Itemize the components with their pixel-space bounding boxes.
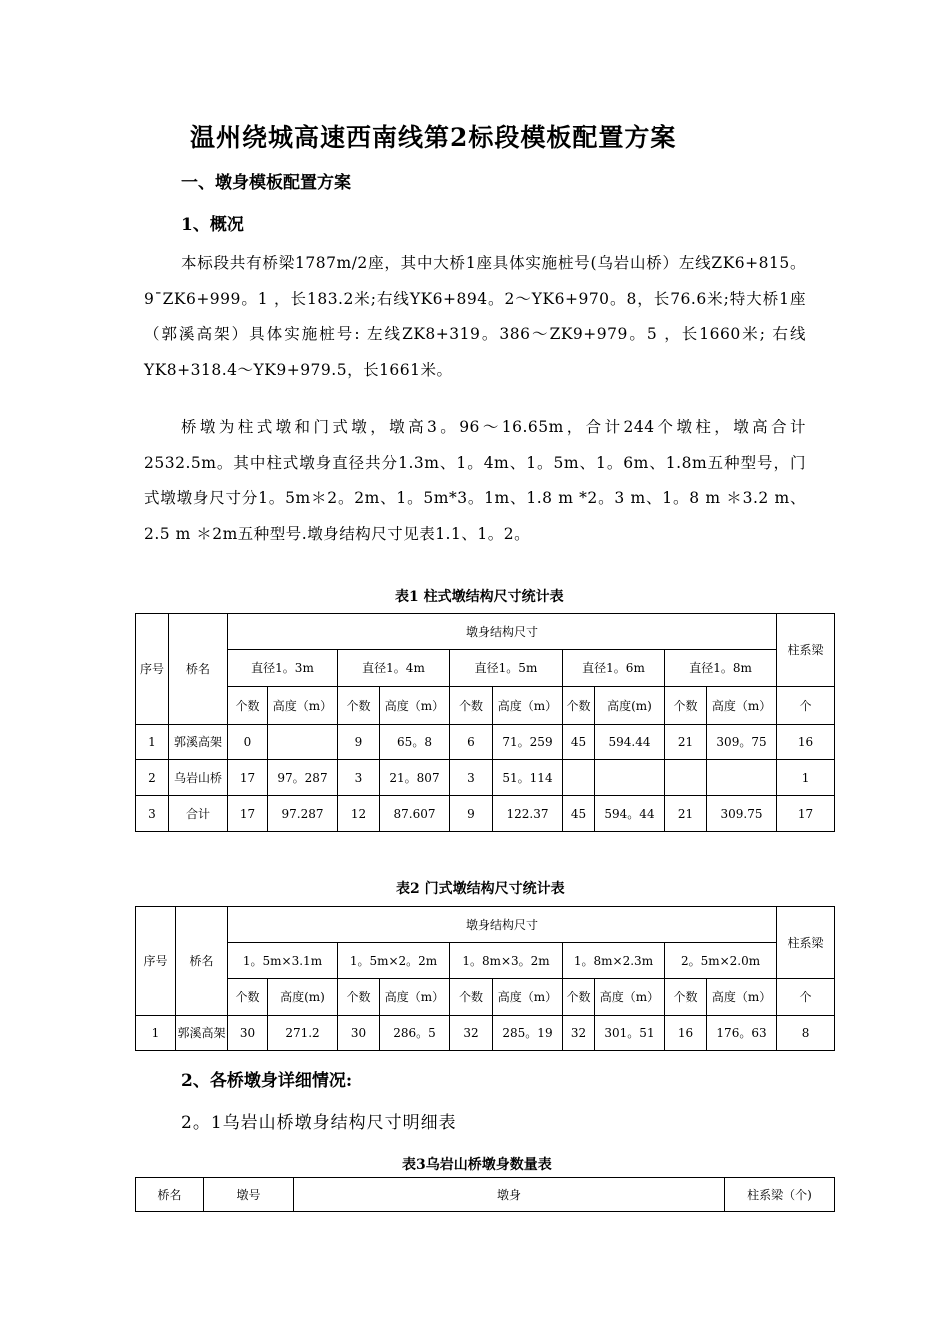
table-cell: 65。8 — [380, 725, 450, 760]
header-seq: 序号 — [136, 614, 169, 725]
table-cell: 9 — [338, 725, 380, 760]
table-header-row — [136, 1178, 835, 1212]
header-pier-number: 墩号 — [204, 1178, 294, 1212]
cell-seq: 2 — [136, 760, 169, 796]
header-count: 个数 — [563, 979, 595, 1016]
table-row — [136, 760, 835, 796]
header-height: 高度（m） — [707, 979, 777, 1016]
cell-seq: 3 — [136, 796, 169, 832]
table-cell: 122.37 — [493, 796, 563, 832]
cell-bridge-name: 合计 — [169, 796, 228, 832]
cell-beam: 8 — [777, 1016, 835, 1051]
header-size: 1。5m×2。2m — [338, 943, 450, 979]
table-header-row — [136, 687, 835, 725]
table-3 — [135, 1177, 835, 1212]
table-cell: 285。19 — [493, 1016, 563, 1051]
table-cell: 45 — [563, 725, 595, 760]
table-cell: 3 — [338, 760, 380, 796]
cell-beam: 17 — [777, 796, 835, 832]
header-beam-unit: 个 — [777, 979, 835, 1016]
table-cell — [665, 760, 707, 796]
paragraph-overview — [144, 246, 806, 388]
header-diameter: 直径1。4m — [338, 650, 450, 687]
header-height: 高度（m） — [707, 687, 777, 725]
header-count: 个数 — [228, 979, 268, 1016]
header-count: 个数 — [665, 979, 707, 1016]
table-cell: 176。63 — [707, 1016, 777, 1051]
header-size: 1。5m×3.1m — [228, 943, 338, 979]
table-cell: 3 — [450, 760, 493, 796]
header-height: 高度（m） — [493, 979, 563, 1016]
header-tie-beam: 柱系梁 — [777, 907, 835, 979]
table-row — [136, 1016, 835, 1051]
paragraph-piers — [144, 410, 806, 552]
table-3-caption: 表3乌岩山桥墩身数量表 — [402, 1157, 552, 1173]
cell-beam: 1 — [777, 760, 835, 796]
table-2-caption: 表2 门式墩结构尺寸统计表 — [396, 881, 565, 897]
header-seq: 序号 — [136, 907, 176, 1016]
paragraph-text: 桥墩为柱式墩和门式墩，墩高3。96～16.65m，合计244个墩柱，墩高合计2532.5m。其中柱式墩身直径共分1.3m、1。4m、1。5m、1。6m、1.8m五种型号，门式墩墩身尺寸分1。5m＊2。2m、1。5m*3。1m、1.8 m *2。3 m、1。8 m ＊3.2 m、2.5 m ＊2m五种型号.墩身结构尺寸见表1.1、1。2。 — [144, 418, 806, 543]
header-height: 高度(m) — [268, 979, 338, 1016]
document-title: 温州绕城高速西南线第2标段模板配置方案 — [190, 123, 677, 152]
table-cell: 309。75 — [707, 725, 777, 760]
section-2-1-heading: 2。1乌岩山桥墩身结构尺寸明细表 — [181, 1113, 457, 1133]
table-cell: 32 — [450, 1016, 493, 1051]
header-height: 高度（m） — [493, 687, 563, 725]
table-cell: 0 — [228, 725, 268, 760]
header-count: 个数 — [665, 687, 707, 725]
table-header-row — [136, 650, 835, 687]
table-cell: 45 — [563, 796, 595, 832]
section-1-heading: 一、墩身模板配置方案 — [181, 173, 351, 193]
table-cell: 21 — [665, 725, 707, 760]
table-1 — [135, 613, 835, 832]
header-count: 个数 — [450, 979, 493, 1016]
header-count: 个数 — [338, 979, 380, 1016]
header-diameter: 直径1。8m — [665, 650, 777, 687]
header-count: 个数 — [228, 687, 268, 725]
table-cell: 9 — [450, 796, 493, 832]
table-cell: 32 — [563, 1016, 595, 1051]
header-diameter: 直径1。6m — [563, 650, 665, 687]
table-cell: 30 — [338, 1016, 380, 1051]
table-2 — [135, 906, 835, 1051]
table-cell: 21 — [665, 796, 707, 832]
table-cell: 17 — [228, 760, 268, 796]
header-count: 个数 — [450, 687, 493, 725]
header-pier-dimensions: 墩身结构尺寸 — [228, 614, 777, 650]
table-cell: 21。807 — [380, 760, 450, 796]
table-cell: 97。287 — [268, 760, 338, 796]
table-cell: 286。5 — [380, 1016, 450, 1051]
table-cell: 16 — [665, 1016, 707, 1051]
header-count: 个数 — [338, 687, 380, 725]
table-header-row — [136, 614, 835, 650]
header-diameter: 直径1。3m — [228, 650, 338, 687]
header-tie-beam: 柱系梁（个) — [725, 1178, 835, 1212]
table-cell: 12 — [338, 796, 380, 832]
header-height: 高度（m） — [268, 687, 338, 725]
table-cell: 87.607 — [380, 796, 450, 832]
cell-beam: 16 — [777, 725, 835, 760]
table-cell: 6 — [450, 725, 493, 760]
header-count: 个数 — [563, 687, 595, 725]
header-bridge-name: 桥名 — [176, 907, 228, 1016]
table-cell: 51。114 — [493, 760, 563, 796]
table-header-row — [136, 979, 835, 1016]
table-cell: 71。259 — [493, 725, 563, 760]
header-size: 2。5m×2.0m — [665, 943, 777, 979]
table-header-row — [136, 907, 835, 943]
table-row — [136, 725, 835, 760]
header-beam-unit: 个 — [777, 687, 835, 725]
table-header-row — [136, 943, 835, 979]
header-pier-dimensions: 墩身结构尺寸 — [228, 907, 777, 943]
cell-bridge-name: 郭溪高架 — [169, 725, 228, 760]
paragraph-text: 本标段共有桥梁1787m/2座，其中大桥1座具体实施桩号(乌岩山桥）左线ZK6+815。9¯ZK6+999。1 ，长183.2米;右线YK6+894。2～YK6+970。8，长76.6米;特大桥1座（郭溪高架）具体实施桩号: 左线ZK8+319。386～ZK9+979。5 ，长1660米; 右线YK8+318.4～YK9+979.5，长1661米。 — [144, 254, 806, 379]
cell-bridge-name: 乌岩山桥 — [169, 760, 228, 796]
table-cell — [595, 760, 665, 796]
section-2-heading: 2、各桥墩身详细情况: — [181, 1071, 353, 1091]
table-cell: 30 — [228, 1016, 268, 1051]
cell-seq: 1 — [136, 1016, 176, 1051]
header-height: 高度（m） — [380, 687, 450, 725]
table-1-caption: 表1 柱式墩结构尺寸统计表 — [395, 589, 564, 605]
cell-seq: 1 — [136, 725, 169, 760]
header-tie-beam: 柱系梁 — [777, 614, 835, 687]
header-height: 高度（m） — [380, 979, 450, 1016]
cell-bridge-name: 郭溪高架 — [176, 1016, 228, 1051]
header-height: 高度（m） — [595, 979, 665, 1016]
table-cell — [707, 760, 777, 796]
header-size: 1。8m×2.3m — [563, 943, 665, 979]
table-cell: 97.287 — [268, 796, 338, 832]
header-bridge-name: 桥名 — [136, 1178, 204, 1212]
header-height: 高度(m) — [595, 687, 665, 725]
table-cell: 271.2 — [268, 1016, 338, 1051]
table-cell — [268, 725, 338, 760]
header-bridge-name: 桥名 — [169, 614, 228, 725]
table-cell: 309.75 — [707, 796, 777, 832]
header-pier-body: 墩身 — [294, 1178, 725, 1212]
table-cell — [563, 760, 595, 796]
header-diameter: 直径1。5m — [450, 650, 563, 687]
table-cell: 301。51 — [595, 1016, 665, 1051]
table-cell: 594。44 — [595, 796, 665, 832]
table-row — [136, 796, 835, 832]
table-cell: 17 — [228, 796, 268, 832]
table-cell: 594.44 — [595, 725, 665, 760]
section-1-1-heading: 1、概况 — [181, 215, 244, 235]
header-size: 1。8m×3。2m — [450, 943, 563, 979]
